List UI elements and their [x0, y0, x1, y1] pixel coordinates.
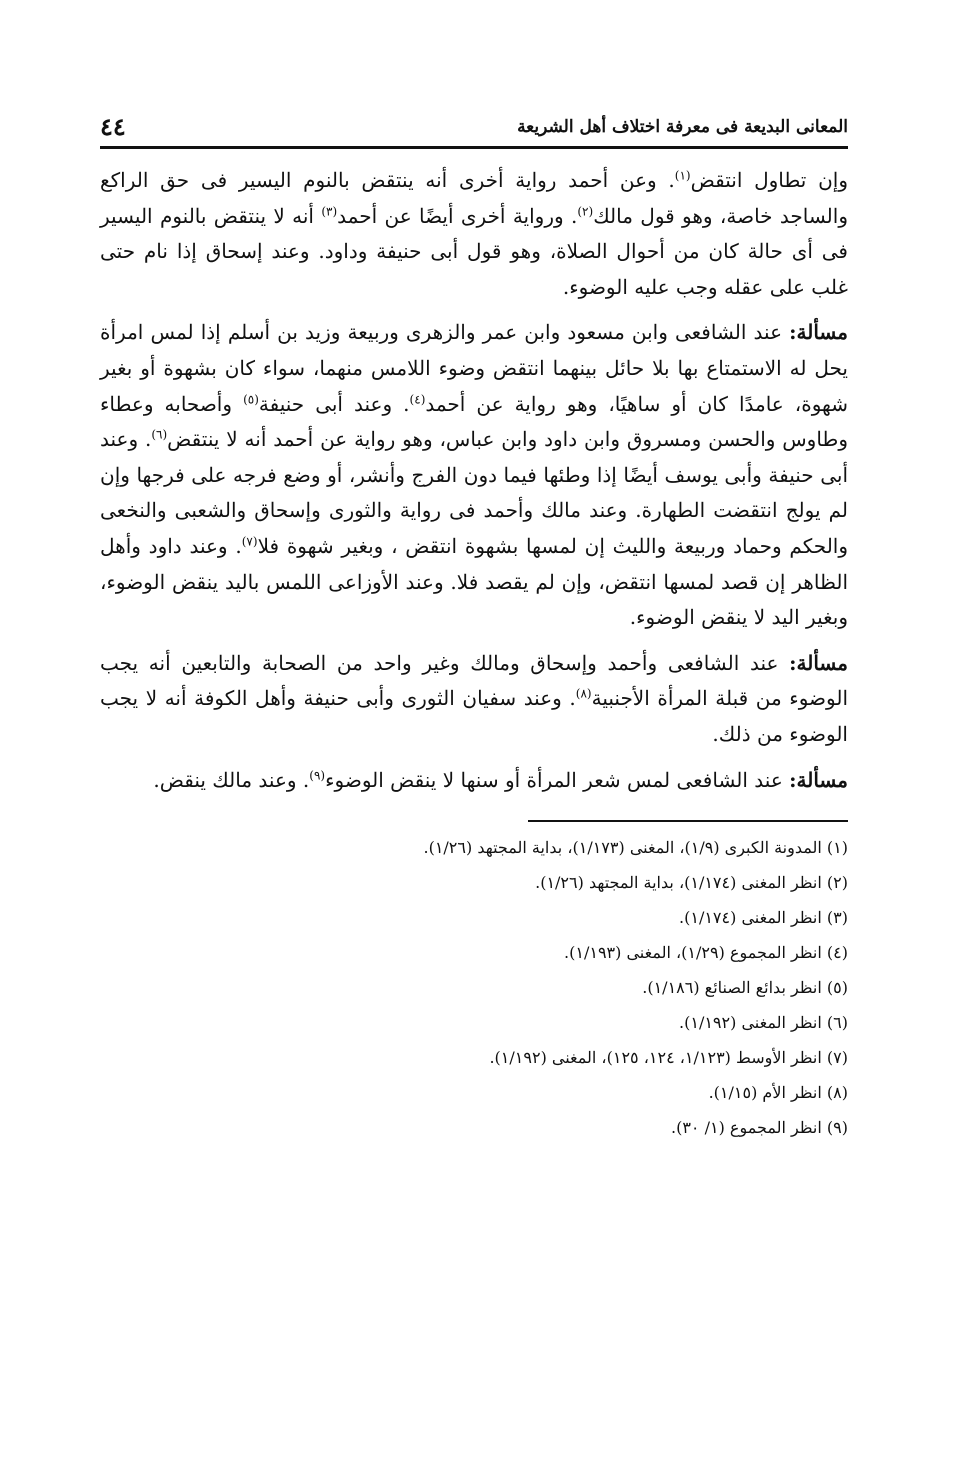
footnote-marker: (٢) — [577, 203, 594, 218]
footnote-marker: (٦) — [151, 427, 168, 442]
paragraph-text: أنه لا ينتقض بالنوم اليسير فى أى حالة كان من أحوال الصلاة، وهو قول أبى حنيفة وداود. وعند إسحاق إذا نام حتى غلب على عقله وجب عليه الوضوء. — [100, 203, 848, 299]
paragraph-text: . وعند داود وأهل الظاهر إن قصد لمسها انتقض، وإن لم يقصد فلا. وعند الأوزاعى اللمس باليد ينقض الوضوء، وبغير اليد لا ينقض الوضوء. — [100, 533, 848, 630]
paragraph-text: . وعند سفيان الثورى وأبى حنيفة وأهل الكوفة أنه لا يجب الوضوء من ذلك. — [100, 686, 848, 746]
book-page — [100, 108, 848, 1145]
footnote-marker: (٨) — [575, 686, 592, 701]
body-paragraph — [100, 315, 848, 635]
paragraph-text: . وعند أبى حنيفة — [258, 391, 410, 416]
paragraph-text: . ورواية أخرى أيضًا عن أحمد — [337, 203, 578, 228]
paragraph-text: وإن تطاول انتقض — [690, 168, 848, 192]
footnote-marker: (٥) — [243, 391, 259, 406]
footnote-marker: (٤) — [409, 391, 426, 406]
footnote-separator — [528, 820, 848, 822]
footnote-item: (٣) انظر المغنى (١/١٧٤). — [679, 908, 848, 928]
issue-label: مسألة: — [789, 320, 848, 345]
page-header — [100, 108, 848, 149]
paragraph-text: . وعند مالك ينقض. — [153, 767, 310, 792]
footnote-item: (٨) انظر الأم (١/١٥). — [708, 1083, 848, 1103]
page-number: ٤٤ — [100, 112, 126, 141]
body-paragraph — [100, 763, 848, 799]
footnote-item: (٥) انظر بدائع الصنائع (١/١٨٦). — [642, 978, 848, 998]
issue-label: مسألة: — [789, 650, 848, 675]
footnote-item: (٩) انظر المجموع (١/ ٣٠). — [671, 1118, 848, 1138]
paragraph-text: عند الشافعى لمس شعر المرأة أو سنها لا ينقض الوضوء — [325, 767, 790, 792]
footnote-item: (٧) انظر الأوسط (١/١٢٣، ١٢٤، ١٢٥)، المغنى (١/١٩٢). — [489, 1048, 848, 1068]
body-paragraph — [100, 646, 848, 753]
body-text — [100, 163, 848, 798]
paragraph-text: عند الشافعى وابن مسعود وابن عمر والزهرى وربيعة وزيد بن أسلم إذا لمس امرأة يحل له الاستمتاع بها بلا حائل بينهما انتقض وضوء اللامس منهما، سواء كان بشهوة أو بغير شهوة، عامدًا كان أو ساهيًا، وهو رواية عن أحمد — [100, 320, 849, 416]
footnote-marker: (٩) — [309, 767, 326, 782]
paragraph-text: . وعن أحمد رواية أخرى أنه ينتقض بالنوم اليسير فى حق الراكع والساجد خاصة، وهو قول مالك — [100, 168, 848, 228]
paragraph-text: عند الشافعى وأحمد وإسحاق ومالك وغير واحد من الصحابة والتابعين أنه يجب الوضوء من قبلة المرأة الأجنبية — [100, 650, 849, 711]
paragraph-text: وأصحابه وعطاء وطاوس والحسن ومسروق وابن داود وابن عباس، وهو رواية عن أحمد أنه لا ينتقض — [100, 391, 848, 452]
paragraph-text: . وعند أبى حنيفة وأبى يوسف أيضًا إذا وطئها فيما دون الفرج وأنشر، أو وضع فرجه على فرجها وإن لم يولج انتقضت الطهارة. وعند مالك وأحمد فى رواية والثورى وإسحاق والشعبى والنخعى والحكم وحماد وربيعة والليث إن لمسها بشهوة انتقض ، وبغير شهوة فلا — [100, 427, 848, 558]
footnotes-list — [100, 830, 848, 1145]
running-title: المعانى البديعة فى معرفة اختلاف أهل الشريعة — [517, 117, 848, 137]
footnote-item: (٤) انظر المجموع (١/٢٩)، المغنى (١/١٩٣). — [564, 943, 848, 963]
footnote-marker: (٣) — [321, 203, 338, 218]
footnote-item: (٢) انظر المغنى (١/١٧٤)، بداية المجتهد (١/٢٦). — [535, 873, 848, 893]
footnote-item: (١) المدونة الكبرى (١/٩)، المغنى (١/١٧٣)، بداية المجتهد (١/٢٦). — [423, 838, 848, 858]
body-paragraph — [100, 163, 848, 305]
footnote-marker: (٧) — [241, 534, 258, 549]
footnote-item: (٦) انظر المغنى (١/١٩٢). — [679, 1013, 848, 1033]
issue-label: مسألة: — [789, 767, 848, 792]
footnote-marker: (١) — [674, 168, 691, 183]
